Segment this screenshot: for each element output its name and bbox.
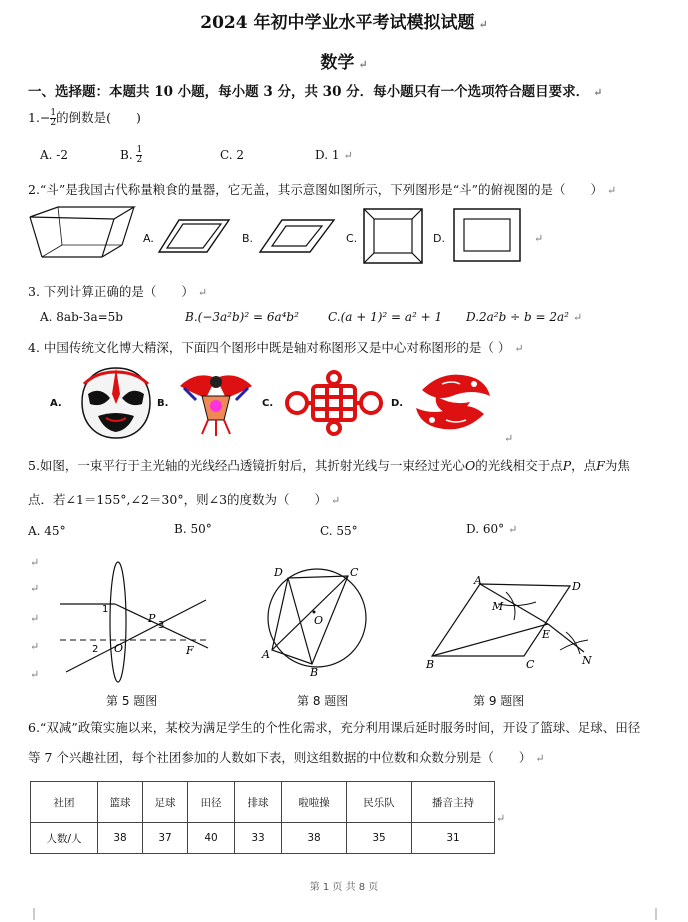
corner-mark-left xyxy=(22,908,36,922)
q2-option-a-figure xyxy=(157,218,232,256)
table-header-cell: 足球 xyxy=(143,782,188,823)
point-e-label: E xyxy=(542,628,551,641)
point-m-label: M xyxy=(492,600,504,613)
table-header-cell: 播音主持 xyxy=(412,782,495,823)
paragraph-mark: ↵ xyxy=(534,232,544,245)
table-cell: 40 xyxy=(188,823,235,854)
table-cell: 35 xyxy=(347,823,412,854)
point-f-label: F xyxy=(186,644,194,657)
figure-9-parallelogram-diagram xyxy=(426,574,606,670)
angle-2-label: 2 xyxy=(92,644,99,655)
q3-option-c: C.(a + 1)² = a² + 1 xyxy=(328,310,443,324)
figure-5-caption: 第 5 题图 xyxy=(106,694,158,708)
question-5-line1: 5.如图，一束平行于主光轴的光线经凸透镜折射后，其折射光线与一束经过光心O的光线相交于点P，点F为焦 xyxy=(28,458,630,473)
club-table xyxy=(30,781,495,854)
q5-option-c: C. 55° xyxy=(320,524,358,538)
exam-title: 2024 年初中学业水平考试模拟试题 ↵ xyxy=(200,13,488,33)
point-b-label: B xyxy=(310,666,319,679)
angle-3-label: 3 xyxy=(158,620,165,631)
table-cell: 31 xyxy=(412,823,495,854)
table-header-row xyxy=(31,782,495,823)
q4-option-d-label: D. xyxy=(391,398,404,409)
point-a-label: A xyxy=(262,648,270,661)
q2-option-d-figure xyxy=(452,207,522,263)
q5-option-d: D. 60° ↵ xyxy=(466,522,518,536)
paper-cut-fish-icon xyxy=(412,366,494,438)
table-cell: 33 xyxy=(235,823,282,854)
table-header-cell: 社团 xyxy=(31,782,98,823)
q5-option-a: A. 45° xyxy=(28,524,66,538)
table-row xyxy=(31,823,495,854)
q3-option-b: B.(−3a²b)² = 6a⁴b² xyxy=(185,310,299,324)
question-6-line1: 6.“双减”政策实施以来，某校为满足学生的个性化需求，充分利用课后延时服务时间，开设了篮球、足球、田径 xyxy=(28,720,641,735)
point-c-label: C xyxy=(526,658,535,671)
q2-option-c-label: C. xyxy=(346,232,358,245)
q2-option-c-figure xyxy=(362,207,424,265)
q1-option-d: D. 1 ↵ xyxy=(315,148,353,162)
q5-option-b: B. 50° xyxy=(174,522,212,536)
point-a-label: A xyxy=(474,574,482,587)
paragraph-mark: ↵ xyxy=(504,432,514,445)
question-3: 3. 下列计算正确的是（ ） ↵ xyxy=(28,284,208,299)
q4-option-a-label: A. xyxy=(50,398,62,409)
table-row-label: 人数/人 xyxy=(31,823,98,854)
point-c-label: C xyxy=(350,566,359,579)
paragraph-mark: ↵ xyxy=(30,668,40,681)
section-heading: 一、选择题：本题共 10 小题，每小题 3 分，共 30 分．每小题只有一个选项符合题目要求． ↵ xyxy=(28,84,603,100)
table-header-cell: 排球 xyxy=(235,782,282,823)
opera-mask-icon xyxy=(76,364,156,442)
table-cell: 38 xyxy=(282,823,347,854)
q2-option-b-label: B. xyxy=(242,232,254,245)
question-6-line2: 等 7 个兴趣社团，每个社团参加的人数如下表，则这组数据的中位数和众数分别是（ ） ↵ xyxy=(28,750,545,765)
figure-5-lens-diagram xyxy=(58,560,218,685)
paragraph-mark: ↵ xyxy=(496,812,506,825)
figure-8-circle-diagram xyxy=(262,562,372,680)
table-cell: 37 xyxy=(143,823,188,854)
angle-1-label: 1 xyxy=(102,604,109,615)
q1-option-a: A. -2 xyxy=(40,148,68,162)
figure-8-caption: 第 8 题图 xyxy=(297,694,349,708)
q2-option-d-label: D. xyxy=(433,232,445,245)
point-n-label: N xyxy=(582,654,592,667)
table-header-cell: 篮球 xyxy=(98,782,143,823)
paragraph-mark: ↵ xyxy=(30,582,40,595)
q3-option-d: D.2a²b ÷ b = 2a² ↵ xyxy=(466,310,583,324)
question-2: 2.“斗”是我国古代称量粮食的量器，它无盖，其示意图如图所示，下列图形是“斗”的俯视图的是（ ） ↵ xyxy=(28,182,617,197)
chinese-knot-icon xyxy=(283,370,385,436)
subject-title: 数学 ↵ xyxy=(320,53,368,73)
corner-mark-right xyxy=(654,908,668,922)
table-cell: 38 xyxy=(98,823,143,854)
point-b-label: B xyxy=(426,658,435,671)
table-header-cell: 田径 xyxy=(188,782,235,823)
point-d-label: D xyxy=(274,566,283,579)
q4-option-c-label: C. xyxy=(262,398,274,409)
q2-option-b-figure xyxy=(258,218,336,256)
q2-option-a-label: A. xyxy=(143,232,154,245)
table-header-cell: 啦啦操 xyxy=(282,782,347,823)
question-4: 4. 中国传统文化博大精深，下面四个图形中既是轴对称图形又是中心对称图形的是（ ） ↵ xyxy=(28,340,524,355)
point-p-label: P xyxy=(148,612,156,625)
q1-option-b: B. $\frac{1}{2}$ xyxy=(120,145,143,165)
q4-option-b-label: B. xyxy=(157,398,169,409)
figure-9-caption: 第 9 题图 xyxy=(473,694,525,708)
point-d-label: D xyxy=(572,580,581,593)
dou-figure xyxy=(28,205,138,265)
paragraph-mark: ↵ xyxy=(30,556,40,569)
fraction: $\frac{1}{2}$ xyxy=(50,108,57,128)
question-1: 1.− $\frac{1}{2}$ 的倒数是( ) xyxy=(28,108,141,128)
kite-icon xyxy=(176,368,256,438)
q1-option-c: C. 2 xyxy=(220,148,245,162)
point-o-label: O xyxy=(314,614,324,627)
page-footer: 第 1 页 共 8 页 xyxy=(309,882,379,893)
q3-option-a: A. 8ab-3a=5b xyxy=(40,310,123,324)
table-header-cell: 民乐队 xyxy=(347,782,412,823)
paragraph-mark: ↵ xyxy=(30,612,40,625)
question-5-line2: 点．若∠1＝155°,∠2＝30°，则∠3的度数为（ ） ↵ xyxy=(28,492,341,507)
point-o-label: O xyxy=(114,642,124,655)
paragraph-mark: ↵ xyxy=(30,640,40,653)
